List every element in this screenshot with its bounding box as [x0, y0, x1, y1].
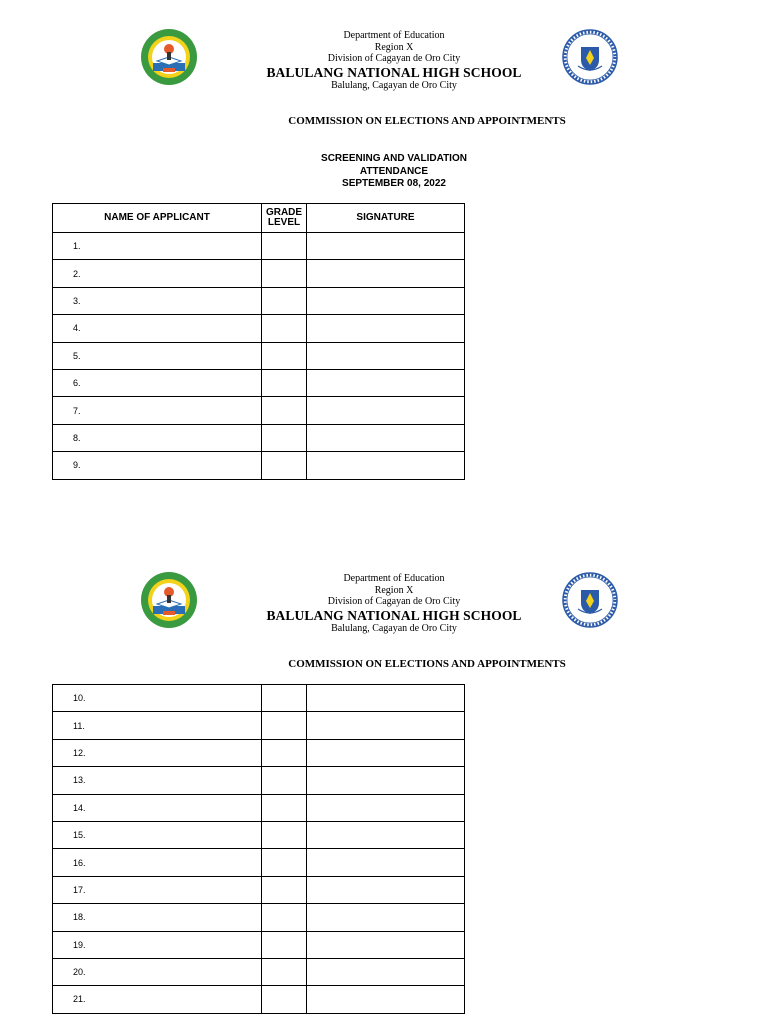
- table-row: [53, 904, 465, 931]
- grade-level-cell[interactable]: [262, 315, 307, 342]
- signature-cell[interactable]: [307, 821, 465, 848]
- table-row: [53, 315, 465, 342]
- header-grade-level: [262, 204, 307, 233]
- signature-cell[interactable]: [307, 397, 465, 424]
- grade-level-cell[interactable]: [262, 712, 307, 739]
- table-row: [53, 931, 465, 958]
- attendance-table-page1: [52, 203, 465, 480]
- signature-cell[interactable]: [307, 931, 465, 958]
- grade-level-cell[interactable]: [262, 904, 307, 931]
- signature-cell[interactable]: [307, 904, 465, 931]
- applicant-name-cell[interactable]: 21.: [53, 986, 262, 1013]
- grade-level-cell[interactable]: [262, 452, 307, 479]
- attendance-subtitle: [270, 153, 518, 191]
- signature-cell[interactable]: [307, 876, 465, 903]
- school-name: BALULANG NATIONAL HIGH SCHOOL: [266, 64, 522, 80]
- applicant-name-cell[interactable]: 9.: [53, 452, 262, 479]
- header-grade-line2: LEVEL: [267, 217, 301, 228]
- applicant-name-cell[interactable]: 5.: [53, 342, 262, 369]
- table-row: [53, 712, 465, 739]
- grade-level-cell[interactable]: [262, 287, 307, 314]
- grade-level-cell[interactable]: [262, 958, 307, 985]
- table-body-page1: [53, 233, 465, 480]
- applicant-name-cell[interactable]: 4.: [53, 315, 262, 342]
- table-header-row: [53, 204, 465, 233]
- deped-seal-logo: [560, 27, 620, 87]
- grade-level-cell[interactable]: [262, 685, 307, 712]
- applicant-name-cell[interactable]: 13.: [53, 767, 262, 794]
- signature-cell[interactable]: [307, 794, 465, 821]
- table-row: [53, 767, 465, 794]
- grade-level-cell[interactable]: [262, 739, 307, 766]
- table-row: [53, 342, 465, 369]
- table-row: [53, 849, 465, 876]
- table-row: [53, 452, 465, 479]
- applicant-name-cell[interactable]: 3.: [53, 287, 262, 314]
- signature-cell[interactable]: [307, 452, 465, 479]
- table-row: [53, 958, 465, 985]
- department-name: Department of Education: [343, 30, 445, 41]
- grade-level-cell[interactable]: [262, 260, 307, 287]
- header-name-of-applicant: NAME OF APPLICANT: [53, 204, 262, 233]
- region-name: Region X: [374, 584, 414, 596]
- applicant-name-cell[interactable]: 18.: [53, 904, 262, 931]
- signature-cell[interactable]: [307, 958, 465, 985]
- signature-cell[interactable]: [307, 260, 465, 287]
- grade-level-cell[interactable]: [262, 821, 307, 848]
- page1-header: [0, 24, 768, 104]
- table-row: [53, 260, 465, 287]
- subtitle-line1: SCREENING AND VALIDATION: [321, 153, 467, 164]
- grade-level-cell[interactable]: [262, 424, 307, 451]
- signature-cell[interactable]: [307, 233, 465, 260]
- grade-level-cell[interactable]: [262, 397, 307, 424]
- deped-seal-logo: [560, 570, 620, 630]
- applicant-name-cell[interactable]: 14.: [53, 794, 262, 821]
- grade-level-cell[interactable]: [262, 767, 307, 794]
- subtitle-line2: ATTENDANCE: [359, 165, 429, 177]
- school-address: Balulang, Cagayan de Oro City: [331, 622, 457, 634]
- applicant-name-cell[interactable]: 15.: [53, 821, 262, 848]
- division-name: Division of Cagayan de Oro City: [327, 596, 461, 607]
- applicant-name-cell[interactable]: 12.: [53, 739, 262, 766]
- signature-cell[interactable]: [307, 986, 465, 1013]
- header-text: [244, 30, 544, 91]
- table-row: [53, 821, 465, 848]
- signature-cell[interactable]: [307, 849, 465, 876]
- school-seal-logo: [139, 27, 199, 87]
- header-grade-line1: GRADE: [265, 206, 303, 218]
- signature-cell[interactable]: [307, 685, 465, 712]
- table-row: [53, 876, 465, 903]
- table-body-page2: [53, 685, 465, 1014]
- applicant-name-cell[interactable]: 19.: [53, 931, 262, 958]
- applicant-name-cell[interactable]: 8.: [53, 424, 262, 451]
- page2-header: [0, 567, 768, 647]
- table-row: [53, 369, 465, 396]
- applicant-name-cell[interactable]: 6.: [53, 369, 262, 396]
- table-row: [53, 794, 465, 821]
- table-row: [53, 287, 465, 314]
- header-text: [244, 573, 544, 634]
- grade-level-cell[interactable]: [262, 369, 307, 396]
- table-row: [53, 986, 465, 1013]
- division-name: Division of Cagayan de Oro City: [327, 53, 461, 64]
- applicant-name-cell[interactable]: 10.: [53, 685, 262, 712]
- signature-cell[interactable]: [307, 424, 465, 451]
- subtitle-line3: SEPTEMBER 08, 2022: [342, 178, 446, 189]
- header-signature: SIGNATURE: [307, 204, 465, 233]
- signature-cell[interactable]: [307, 712, 465, 739]
- commission-title: COMMISSION ON ELECTIONS AND APPOINTMENTS: [288, 658, 566, 670]
- table-row: [53, 739, 465, 766]
- applicant-name-cell[interactable]: 7.: [53, 397, 262, 424]
- school-name: BALULANG NATIONAL HIGH SCHOOL: [266, 607, 522, 623]
- table-row: [53, 424, 465, 451]
- grade-level-cell[interactable]: [262, 986, 307, 1013]
- applicant-name-cell[interactable]: 16.: [53, 849, 262, 876]
- signature-cell[interactable]: [307, 342, 465, 369]
- table-row: [53, 685, 465, 712]
- commission-title: COMMISSION ON ELECTIONS AND APPOINTMENTS: [288, 115, 566, 127]
- applicant-name-cell[interactable]: 20.: [53, 958, 262, 985]
- applicant-name-cell[interactable]: 11.: [53, 712, 262, 739]
- signature-cell[interactable]: [307, 767, 465, 794]
- department-name: Department of Education: [343, 573, 445, 584]
- applicant-name-cell[interactable]: 2.: [53, 260, 262, 287]
- signature-cell[interactable]: [307, 739, 465, 766]
- attendance-table-page2: [52, 684, 465, 1014]
- school-address: Balulang, Cagayan de Oro City: [331, 79, 457, 91]
- grade-level-cell[interactable]: [262, 342, 307, 369]
- table-row: [53, 233, 465, 260]
- signature-cell[interactable]: [307, 287, 465, 314]
- grade-level-cell[interactable]: [262, 794, 307, 821]
- grade-level-cell[interactable]: [262, 876, 307, 903]
- grade-level-cell[interactable]: [262, 233, 307, 260]
- grade-level-cell[interactable]: [262, 931, 307, 958]
- signature-cell[interactable]: [307, 369, 465, 396]
- grade-level-cell[interactable]: [262, 849, 307, 876]
- region-name: Region X: [374, 41, 414, 53]
- table-row: [53, 397, 465, 424]
- applicant-name-cell[interactable]: 17.: [53, 876, 262, 903]
- applicant-name-cell[interactable]: 1.: [53, 233, 262, 260]
- school-seal-logo: [139, 570, 199, 630]
- signature-cell[interactable]: [307, 315, 465, 342]
